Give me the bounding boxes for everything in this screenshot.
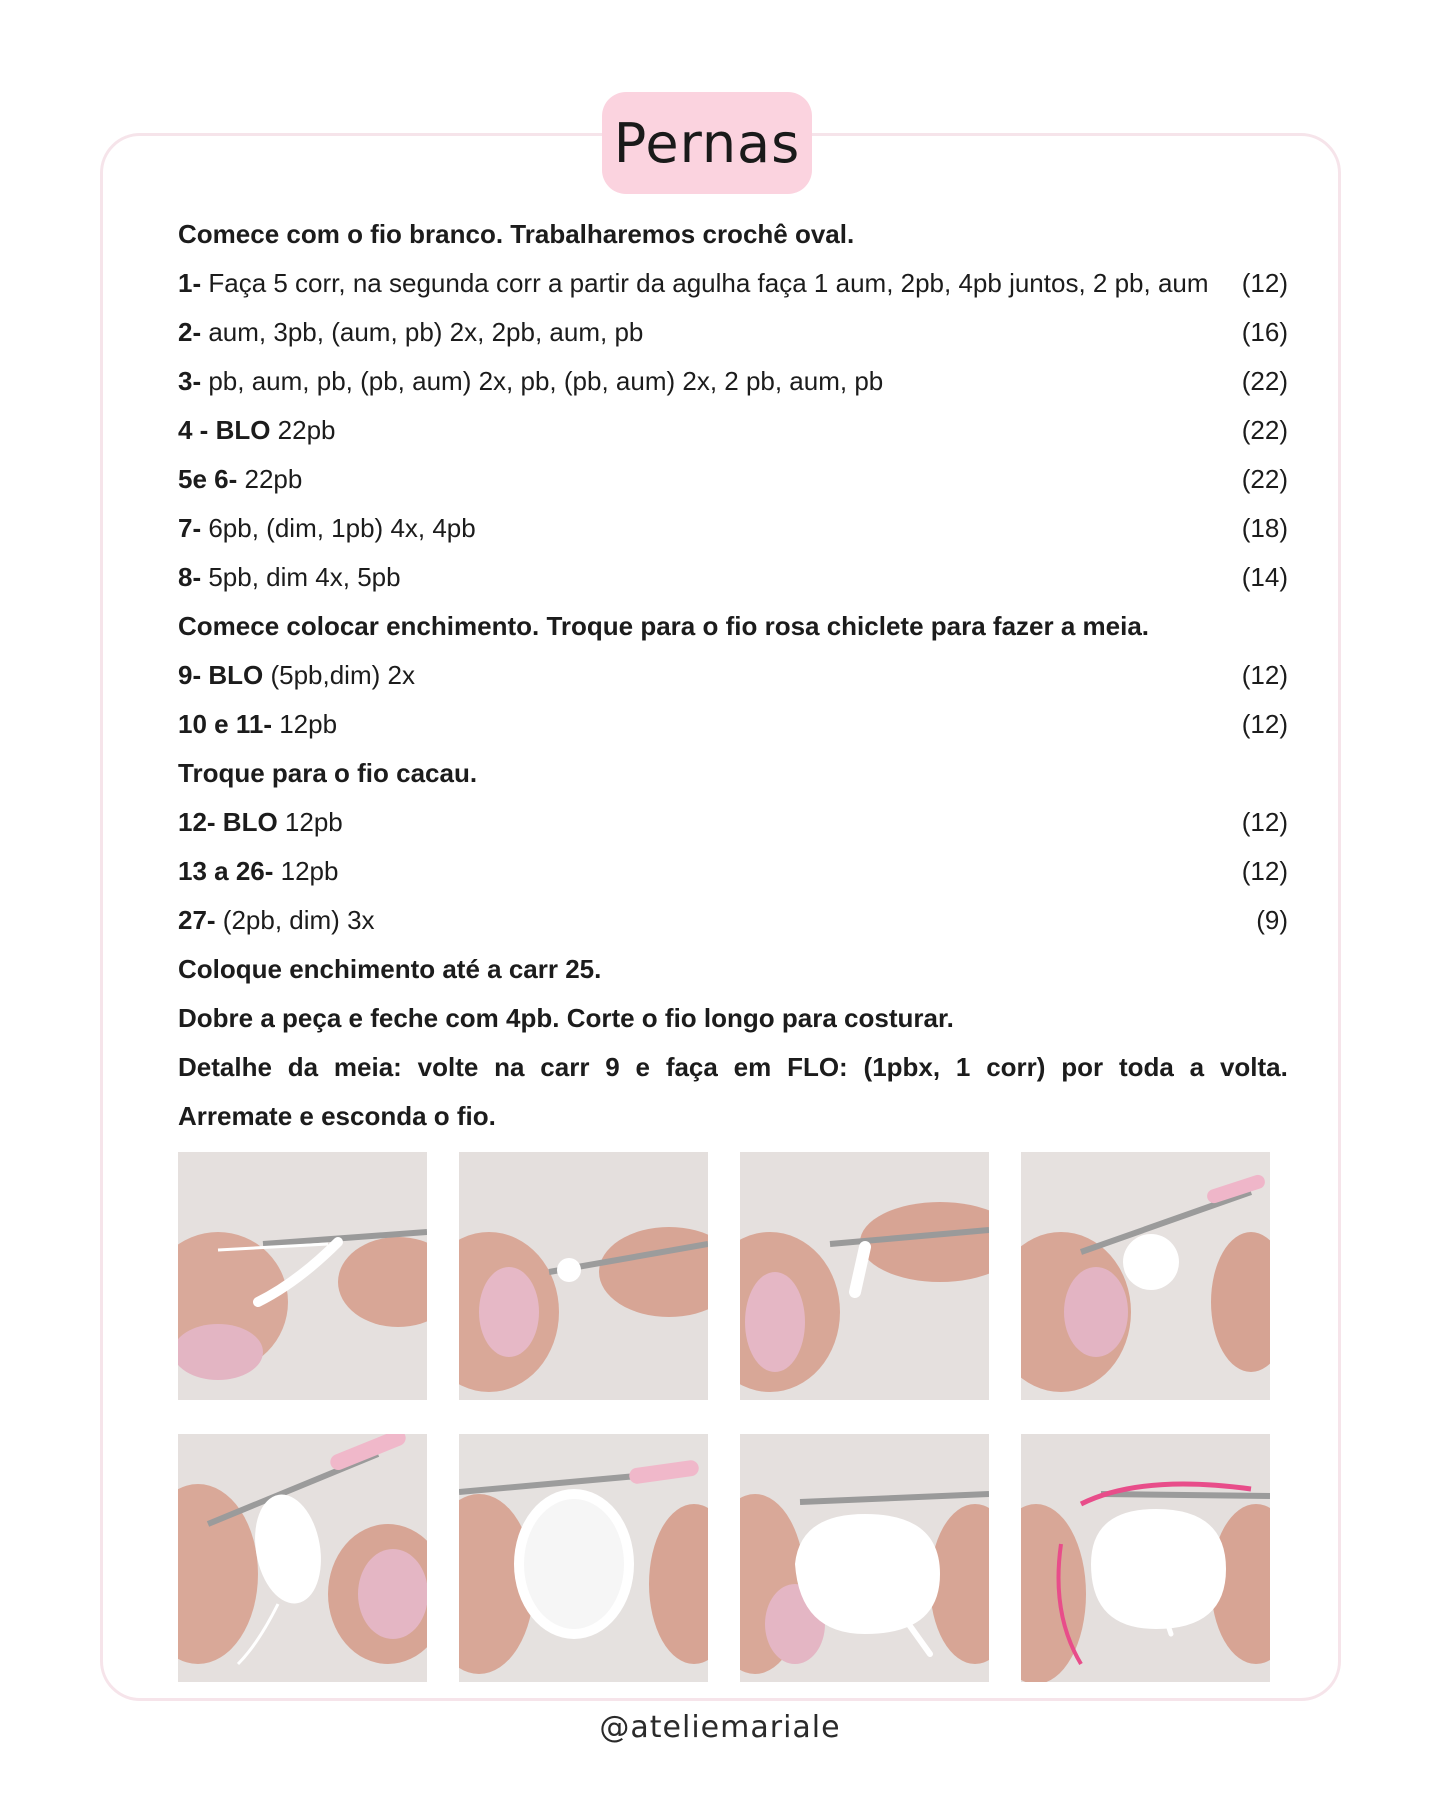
row-5-6: 5e 6- 22pb (22) <box>178 464 1288 494</box>
row-12: 12- BLO 12pb (12) <box>178 807 1288 837</box>
row-4: 4 - BLO 22pb (22) <box>178 415 1288 445</box>
hands-crochet-icon <box>740 1434 989 1682</box>
row-2: 2- aum, 3pb, (aum, pb) 2x, 2pb, aum, pb (16) <box>178 317 1288 347</box>
intro-line: Comece com o fio branco. Trabalharemos crochê oval. <box>178 219 855 249</box>
step-photo-3 <box>740 1152 989 1400</box>
row-13-26: 13 a 26- 12pb (12) <box>178 856 1288 886</box>
step-photo-5 <box>178 1434 427 1682</box>
step-photos <box>178 1152 1270 1682</box>
row-7: 7- 6pb, (dim, 1pb) 4x, 4pb (18) <box>178 513 1288 543</box>
hands-crochet-icon <box>740 1152 989 1400</box>
row-9: 9- BLO (5pb,dim) 2x (12) <box>178 660 1288 690</box>
hands-crochet-icon <box>459 1152 708 1400</box>
row-3: 3- pb, aum, pb, (pb, aum) 2x, pb, (pb, aum) 2x, 2 pb, aum, pb (22) <box>178 366 1288 396</box>
note-finish: Arremate e esconda o fio. <box>178 1101 496 1131</box>
note-fold-close: Dobre a peça e feche com 4pb. Corte o fio longo para costurar. <box>178 1003 954 1033</box>
row-27: 27- (2pb, dim) 3x (9) <box>178 905 1288 935</box>
row-1: 1- Faça 5 corr, na segunda corr a partir da agulha faça 1 aum, 2pb, 4pb juntos, 2 pb, aum (12) <box>178 268 1288 298</box>
step-photo-8 <box>1021 1434 1270 1682</box>
row-10-11: 10 e 11- 12pb (12) <box>178 709 1288 739</box>
step-photo-7 <box>740 1434 989 1682</box>
instructions <box>178 210 1288 1141</box>
step-photo-6 <box>459 1434 708 1682</box>
step-photo-4 <box>1021 1152 1270 1400</box>
hands-crochet-icon <box>178 1434 427 1682</box>
step-photo-1 <box>178 1152 427 1400</box>
footer-handle: @ateliemariale <box>599 1710 841 1745</box>
title-pill <box>602 92 812 194</box>
note-stuff-until: Coloque enchimento até a carr 25. <box>178 954 602 984</box>
hands-crochet-icon <box>1021 1434 1270 1682</box>
note-sock-detail: Detalhe da meia: volte na carr 9 e faça em FLO: (1pbx, 1 corr) por toda a volta. <box>178 1052 1288 1082</box>
step-photo-2 <box>459 1152 708 1400</box>
hands-crochet-icon <box>459 1434 708 1682</box>
row-8: 8- 5pb, dim 4x, 5pb (14) <box>178 562 1288 592</box>
note-cacau: Troque para o fio cacau. <box>178 758 478 788</box>
note-stuffing-pink: Comece colocar enchimento. Troque para o fio rosa chiclete para fazer a meia. <box>178 611 1150 641</box>
hands-crochet-icon <box>1021 1152 1270 1400</box>
page-title: Pernas <box>613 111 801 175</box>
hands-crochet-icon <box>178 1152 427 1400</box>
